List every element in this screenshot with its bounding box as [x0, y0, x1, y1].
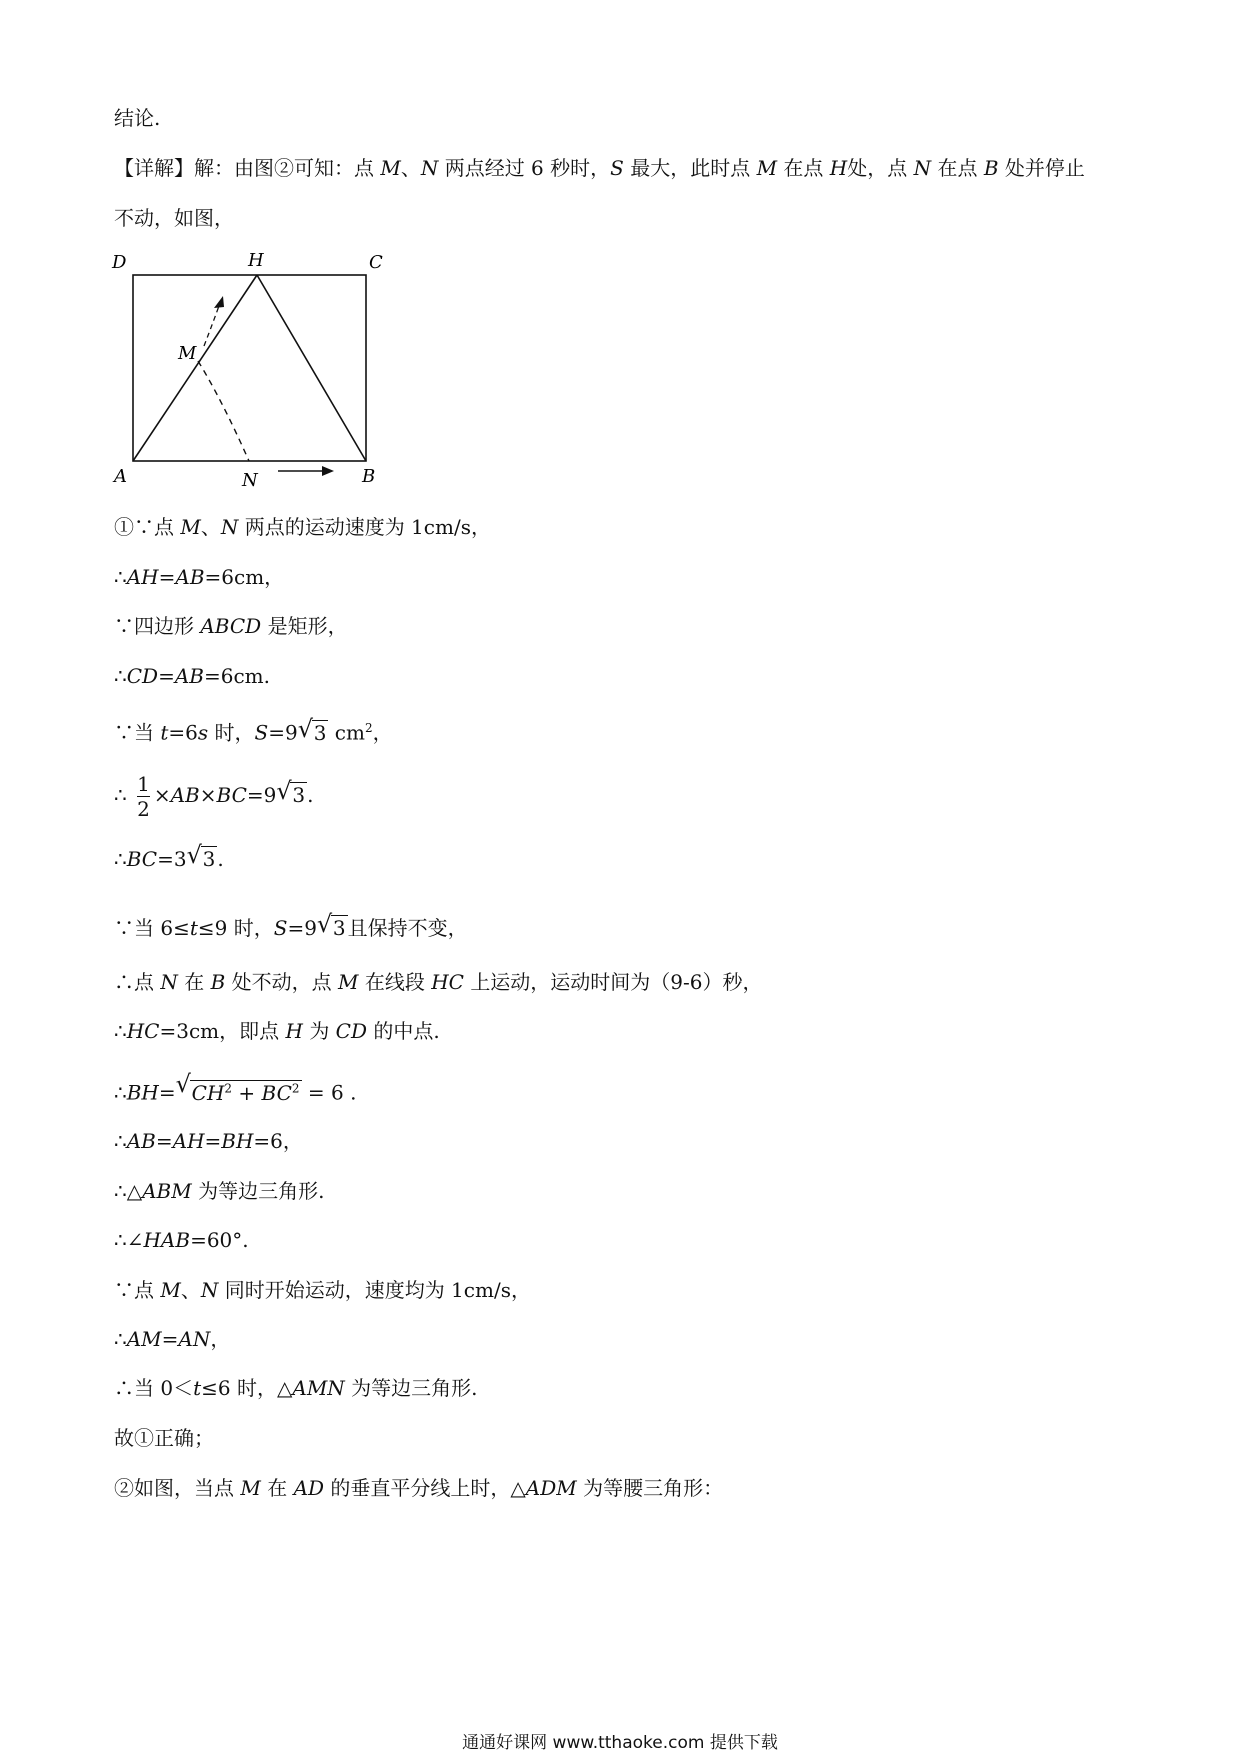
rectangle-abcd — [133, 275, 366, 461]
text-run: =3cm，即点 — [159, 1019, 280, 1043]
text-run: ∴ — [114, 1080, 127, 1105]
text-run: 为等边三角形. — [198, 1179, 325, 1203]
text-run: ∵当 — [114, 720, 154, 745]
text-run: =60°. — [190, 1228, 249, 1252]
math-var: BC — [216, 783, 247, 807]
text-line — [114, 1226, 249, 1254]
math-var: t — [193, 1376, 202, 1400]
text-run: 的垂直平分线上时，△ — [330, 1476, 526, 1500]
label-n: N — [242, 470, 258, 490]
radical-sign: √ — [276, 777, 292, 805]
arrowhead-n — [322, 466, 334, 476]
rectangle-figure — [100, 250, 400, 490]
numerator: 1 — [137, 772, 150, 796]
radical-sign: √ — [316, 910, 333, 938]
detail-heading: 【详解】 — [114, 156, 194, 180]
text-run: 在点 — [937, 156, 978, 180]
math-var: AB — [170, 783, 200, 807]
text-run: 、 — [200, 515, 221, 539]
text-run: × — [153, 783, 171, 807]
text-run: ∴△ — [114, 1179, 143, 1203]
text-run: =6cm， — [204, 565, 285, 589]
text-run: 处不动，点 — [231, 970, 332, 994]
math-var: M — [180, 515, 201, 539]
text-line — [114, 841, 224, 873]
math-var: M — [240, 1476, 261, 1500]
math-var: BC — [261, 1080, 292, 1105]
sqrt — [316, 910, 348, 942]
math-var: ADM — [525, 1476, 577, 1500]
text-run: 在点 — [783, 156, 824, 180]
text-line — [114, 1017, 440, 1045]
math-var: AD — [293, 1476, 325, 1500]
text-run: ≤6 时，△ — [201, 1376, 293, 1400]
label-d: D — [112, 252, 127, 273]
sqrt — [276, 777, 307, 809]
label-h: H — [248, 250, 264, 271]
label-b: B — [362, 466, 376, 487]
text-line — [114, 1474, 723, 1502]
text-run: ①∵点 — [114, 515, 174, 539]
text-run: ∴ — [114, 565, 127, 589]
text-line — [114, 714, 393, 747]
text-run: 且保持不变， — [347, 916, 468, 940]
text-run: 为 — [309, 1019, 330, 1043]
text-run: =6， — [253, 1129, 303, 1153]
text-run: ， — [210, 1327, 231, 1351]
text-line — [114, 1177, 324, 1205]
text-run: ， — [372, 720, 393, 745]
text-line — [114, 1127, 303, 1155]
text-run: 在 — [184, 970, 205, 994]
math-var: M — [160, 1278, 181, 1302]
sqrt — [297, 714, 329, 747]
text-run: 同时开始运动，速度均为 1cm/s， — [224, 1278, 531, 1302]
fraction — [137, 772, 150, 821]
text-run: 上运动，运动时间为（9-6）秒， — [470, 970, 763, 994]
radicand: 3 — [292, 783, 306, 807]
math-var: M — [756, 156, 778, 180]
text-run: ∵当 6≤ — [114, 916, 190, 940]
math-var: t — [160, 720, 169, 745]
text-run: . — [217, 847, 224, 871]
text-line — [114, 1070, 357, 1107]
text-run: ∴当 0＜ — [114, 1376, 194, 1400]
math-var: N — [200, 1278, 219, 1302]
arrowhead-m — [214, 296, 224, 308]
text-line — [114, 910, 468, 942]
label-m: M — [178, 343, 197, 364]
text-run: ∴ — [114, 847, 127, 871]
text-run: =6cm. — [203, 664, 270, 688]
text-run: 为等边三角形. — [351, 1376, 478, 1400]
text-run: 在 — [267, 1476, 288, 1500]
text-run: 的中点. — [373, 1019, 440, 1043]
text-run: ∵四边形 — [114, 614, 194, 638]
text-run: 不动，如图， — [114, 206, 234, 230]
text-run: 解：由图②可知：点 — [194, 156, 374, 180]
math-expr: CD=AB — [126, 664, 204, 688]
sqrt — [175, 1070, 302, 1107]
label-a: A — [114, 466, 127, 487]
text-run: × — [199, 783, 217, 807]
text-line — [114, 1276, 531, 1304]
denominator: 2 — [137, 797, 150, 821]
math-var: M — [380, 156, 401, 180]
page-footer: 通通好课网 www.tthaoke.com 提供下载 — [462, 1733, 778, 1753]
text-line — [114, 612, 348, 640]
text-run: =9 — [287, 916, 317, 940]
text-run: ∴ — [114, 664, 127, 688]
text-run: 在线段 — [364, 970, 425, 994]
text-line-conclusion — [114, 104, 160, 132]
text-run: ②如图，当点 — [114, 1476, 234, 1500]
radical-sign: √ — [175, 1070, 191, 1098]
text-line — [114, 968, 763, 996]
text-line — [114, 1374, 478, 1402]
text-line — [114, 772, 313, 821]
text-run: 两点的运动速度为 1cm/s， — [244, 515, 491, 539]
text-line — [114, 513, 491, 541]
math-var: S — [254, 720, 269, 745]
math-var: N — [220, 515, 239, 539]
text-run: = 6 . — [301, 1080, 357, 1105]
math-var: M — [338, 970, 359, 994]
superscript: 2 — [224, 1081, 233, 1095]
text-run: 、 — [400, 156, 421, 180]
text-run: ∴ — [114, 1129, 127, 1153]
radical-sign: √ — [186, 841, 202, 869]
math-var: B — [983, 156, 999, 180]
text-run: . — [307, 783, 314, 807]
text-run: 为等腰三角形： — [583, 1476, 724, 1500]
radicand: 3 — [332, 916, 346, 940]
math-var: H — [285, 1019, 303, 1043]
sqrt — [186, 841, 218, 873]
math-var: S — [273, 916, 288, 940]
segment-hb — [257, 275, 366, 461]
text-run: ∵点 — [114, 1278, 154, 1302]
math-var: HAB — [143, 1228, 191, 1252]
text-run: 处并停止 — [1004, 156, 1085, 180]
math-var: ABM — [142, 1179, 192, 1203]
text-run: =3 — [157, 847, 187, 871]
math-expr: AB=AH=BH — [126, 1129, 254, 1153]
superscript: 2 — [291, 1081, 300, 1095]
text-run: ∴ — [114, 1327, 127, 1351]
math-var: N — [160, 970, 178, 994]
text-line — [114, 1424, 214, 1452]
math-expr: ABCD — [200, 614, 262, 638]
radicand — [190, 1080, 302, 1105]
text-run: =6 — [168, 720, 198, 745]
text-run: 故①正确； — [114, 1426, 214, 1450]
math-var: CH — [191, 1080, 225, 1105]
math-expr: AH=AB — [126, 565, 205, 589]
superscript: 2 — [364, 721, 373, 735]
math-expr: AM=AN — [126, 1327, 211, 1351]
math-var: BC — [126, 847, 158, 871]
text-run: = — [158, 1080, 176, 1105]
math-var: HC — [126, 1019, 160, 1043]
math-var: HC — [431, 970, 464, 994]
math-var: H — [829, 156, 848, 180]
math-var: S — [610, 156, 624, 180]
text-run: cm — [334, 720, 365, 745]
text-run: 、 — [180, 1278, 201, 1302]
text-run: 时， — [214, 720, 255, 745]
radical-sign: √ — [297, 714, 313, 743]
radicand: 3 — [313, 720, 327, 745]
math-var: B — [210, 970, 226, 994]
text-run: 最大，此时点 — [630, 156, 751, 180]
radicand: 3 — [202, 847, 216, 871]
text-line — [114, 1325, 230, 1353]
text-line — [114, 563, 284, 591]
text-run: 是矩形， — [267, 614, 348, 638]
text-run: 结论. — [114, 106, 161, 130]
text-run: ∴ — [114, 783, 127, 807]
text-run: =9 — [268, 720, 298, 745]
label-c: C — [369, 252, 383, 273]
arrow-m-direction — [204, 303, 220, 346]
text-run: + — [232, 1080, 262, 1105]
math-var: AMN — [292, 1376, 345, 1400]
text-run: ∴∠ — [114, 1228, 144, 1252]
text-line-detail — [114, 154, 1085, 182]
math-var: s — [197, 720, 209, 745]
text-run: ∴ — [114, 1019, 127, 1043]
text-run: ≤9 时， — [197, 916, 274, 940]
math-var: CD — [335, 1019, 368, 1043]
math-var: BH — [126, 1080, 159, 1105]
text-run: =9 — [246, 783, 277, 807]
text-line — [114, 204, 234, 232]
text-run: 处，点 — [847, 156, 908, 180]
text-run: ∴点 — [114, 970, 154, 994]
dashed-mn-path — [198, 361, 249, 461]
math-var: N — [913, 156, 932, 180]
math-var: N — [420, 156, 439, 180]
segment-ah — [133, 275, 257, 461]
text-line — [114, 662, 270, 690]
math-var: t — [189, 916, 198, 940]
text-run: 两点经过 6 秒时， — [444, 156, 611, 180]
